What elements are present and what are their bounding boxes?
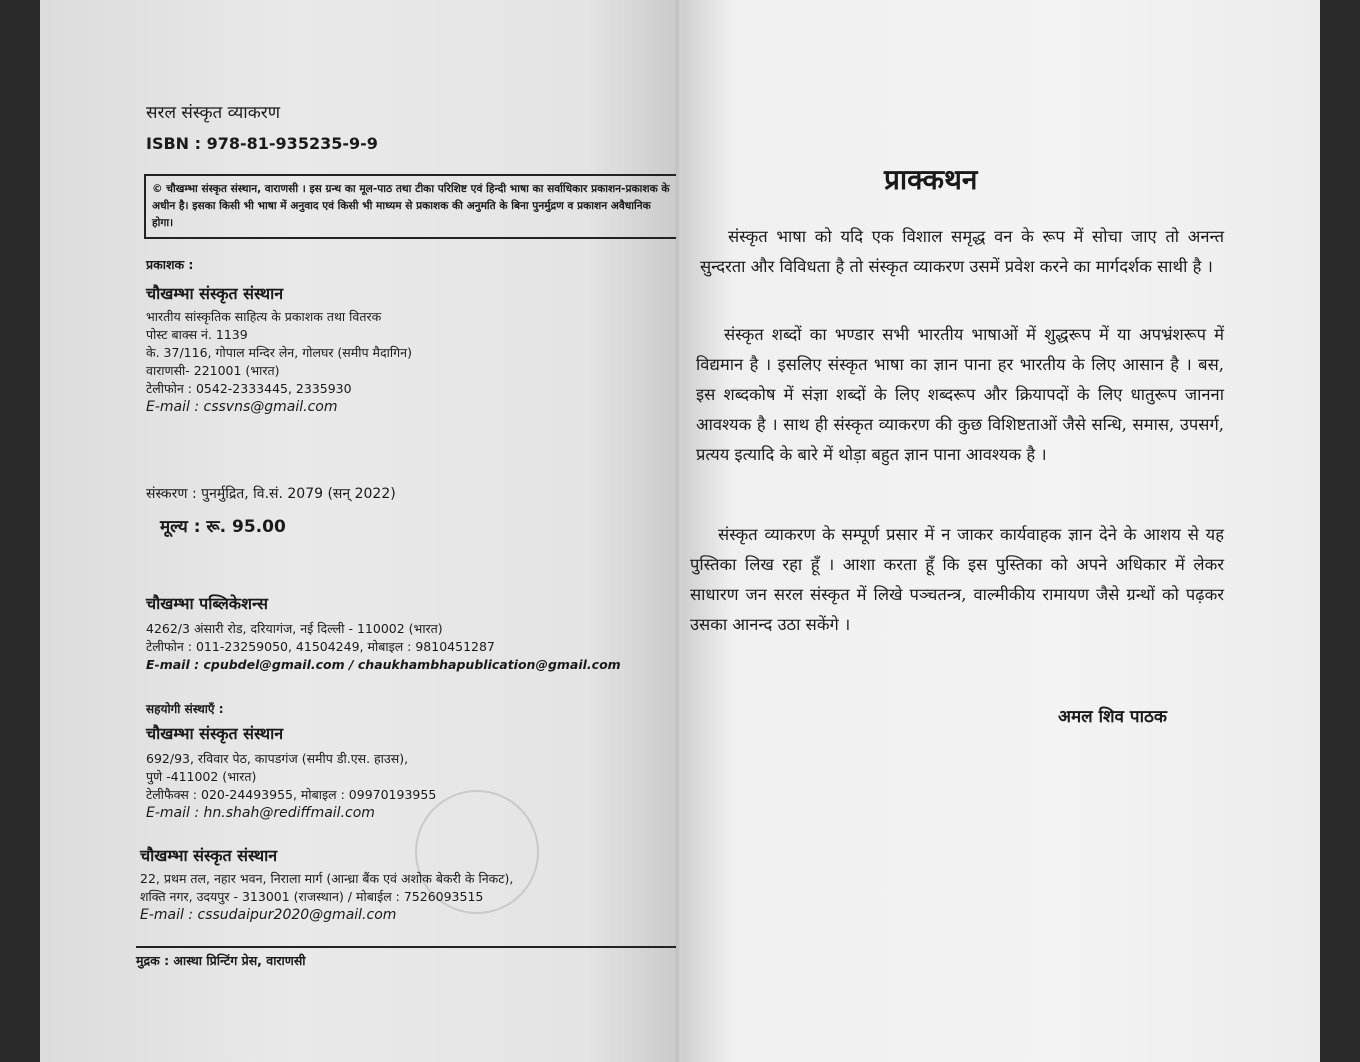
publisher-email: E-mail : cssvns@gmail.com bbox=[146, 399, 338, 415]
copyright-box bbox=[144, 174, 680, 239]
divider bbox=[136, 946, 676, 948]
associates-label: सहयोगी संस्थाएँ : bbox=[146, 702, 224, 716]
address-line: पोस्ट बाक्स नं. 1139 bbox=[146, 327, 248, 342]
left-page bbox=[40, 0, 682, 1062]
associate2-address bbox=[140, 870, 680, 924]
publisher-address bbox=[146, 308, 666, 416]
associate2-email: E-mail : cssudaipur2020@gmail.com bbox=[140, 907, 397, 923]
associate1-address bbox=[146, 750, 666, 822]
publisher-label: प्रकाशक : bbox=[146, 257, 194, 272]
associate1-name: चौखम्भा संस्कृत संस्थान bbox=[146, 724, 284, 743]
isbn: ISBN : 978-81-935235-9-9 bbox=[146, 134, 378, 153]
author-name: अमल शिव पाठक bbox=[1058, 707, 1167, 727]
edition: संस्करण : पुनर्मुद्रित, वि.सं. 2079 (सन् 2022) bbox=[146, 486, 396, 502]
address-line: 4262/3 अंसारी रोड, दरियागंज, नई दिल्ली - 110002 (भारत) bbox=[146, 621, 443, 636]
series-title: सरल संस्कृत व्याकरण bbox=[146, 103, 281, 123]
address-line: पुणे -411002 (भारत) bbox=[146, 769, 257, 784]
address-line: भारतीय सांस्कृतिक साहित्य के प्रकाशक तथा वितरक bbox=[146, 309, 382, 324]
associate1-email: E-mail : hn.shah@rediffmail.com bbox=[146, 805, 375, 821]
paragraph-2: संस्कृत शब्दों का भण्डार सभी भारतीय भाषाओं में शुद्धरूप में या अपभ्रंशरूप में विद्यमान है । इसलिए संस्कृत भाषा का ज्ञान पाना हर भारतीय के लिए आसान है । बस, इस शब्दकोष में संज्ञा शब्दों के लिए शब्दरूप और क्रियापदों के लिए धातुरूप जानना आवश्यक है । साथ ही संस्कृत व्याकरण की कुछ विशिष्टताओं जैसे सन्धि, समास, उपसर्ग, प्रत्यय इत्यादि के बारे में थोड़ा बहुत ज्ञान पाना आवश्यक है । bbox=[696, 325, 1224, 464]
paragraph-3: संस्कृत व्याकरण के सम्पूर्ण प्रसार में न जाकर कार्यवाहक ज्ञान देने के आशय से यह पुस्तिका लिख रहा हूँ । आशा करता हूँ कि इस पुस्तिका को अपने अधिकार में लेकर साधारण जन सरल संस्कृत में लिखे पञ्चतन्त्र, वाल्मीकीय रामायण जैसे ग्रन्थों को पढ़कर उसका आनन्द उठा सकेंगे । bbox=[690, 525, 1224, 634]
address-line: टेलीफैक्स : 020-24493955, मोबाइल : 09970193955 bbox=[146, 787, 437, 802]
distributor-email: E-mail : cpubdel@gmail.com / chaukhambhapublication@gmail.com bbox=[146, 657, 621, 672]
price: मूल्य : रू. 95.00 bbox=[160, 517, 286, 537]
copyright-notice: © चौखम्भा संस्कृत संस्थान, वाराणसी । इस ग्रन्थ का मूल-पाठ तथा टीका परिशिष्ट एवं हिन्दी भाषा का सर्वाधिकार प्रकाशन-प्रकाशक के अधीन है। इसका किसी भी भाषा में अनुवाद एवं किसी भी माध्यम से प्रकाशक की अनुमति के बिना पुनर्मुद्रण व प्रकाशन अवैधानिक होगा। bbox=[152, 183, 670, 229]
publisher-name: चौखम्भा संस्कृत संस्थान bbox=[146, 284, 284, 303]
address-line: 692/93, रविवार पेठ, कापडगंज (समीप डी.एस. हाउस), bbox=[146, 751, 409, 766]
address-line: टेलीफोन : 011-23259050, 41504249, मोबाइल : 9810451287 bbox=[146, 639, 495, 654]
address-line: के. 37/116, गोपाल मन्दिर लेन, गोलघर (समीप मैदागिन) bbox=[146, 345, 412, 360]
address-line: टेलीफोन : 0542-2333445, 2335930 bbox=[146, 381, 352, 396]
associate2-name: चौखम्भा संस्कृत संस्थान bbox=[140, 846, 278, 865]
distributor-name: चौखम्भा पब्लिकेशन्स bbox=[146, 594, 268, 613]
right-page bbox=[682, 0, 1320, 1062]
paragraph-1: संस्कृत भाषा को यदि एक विशाल समृद्ध वन के रूप में सोचा जाए तो अनन्त सुन्दरता और विविधता है तो संस्कृत व्याकरण उसमें प्रवेश करने का मार्गदर्शक साथी है । bbox=[700, 227, 1224, 276]
distributor-address bbox=[146, 620, 676, 674]
page-heading: प्राक्कथन bbox=[884, 163, 978, 196]
address-line: शक्ति नगर, उदयपुर - 313001 (राजस्थान) / मोबाईल : 7526093515 bbox=[140, 889, 484, 904]
address-line: वाराणसी- 221001 (भारत) bbox=[146, 363, 280, 378]
address-line: 22, प्रथम तल, नहार भवन, निराला मार्ग (आन्ध्रा बैंक एवं अशोक बेकरी के निकट), bbox=[140, 871, 514, 886]
printer: मुद्रक : आस्था प्रिन्टिंग प्रेस, वाराणसी bbox=[136, 953, 306, 968]
